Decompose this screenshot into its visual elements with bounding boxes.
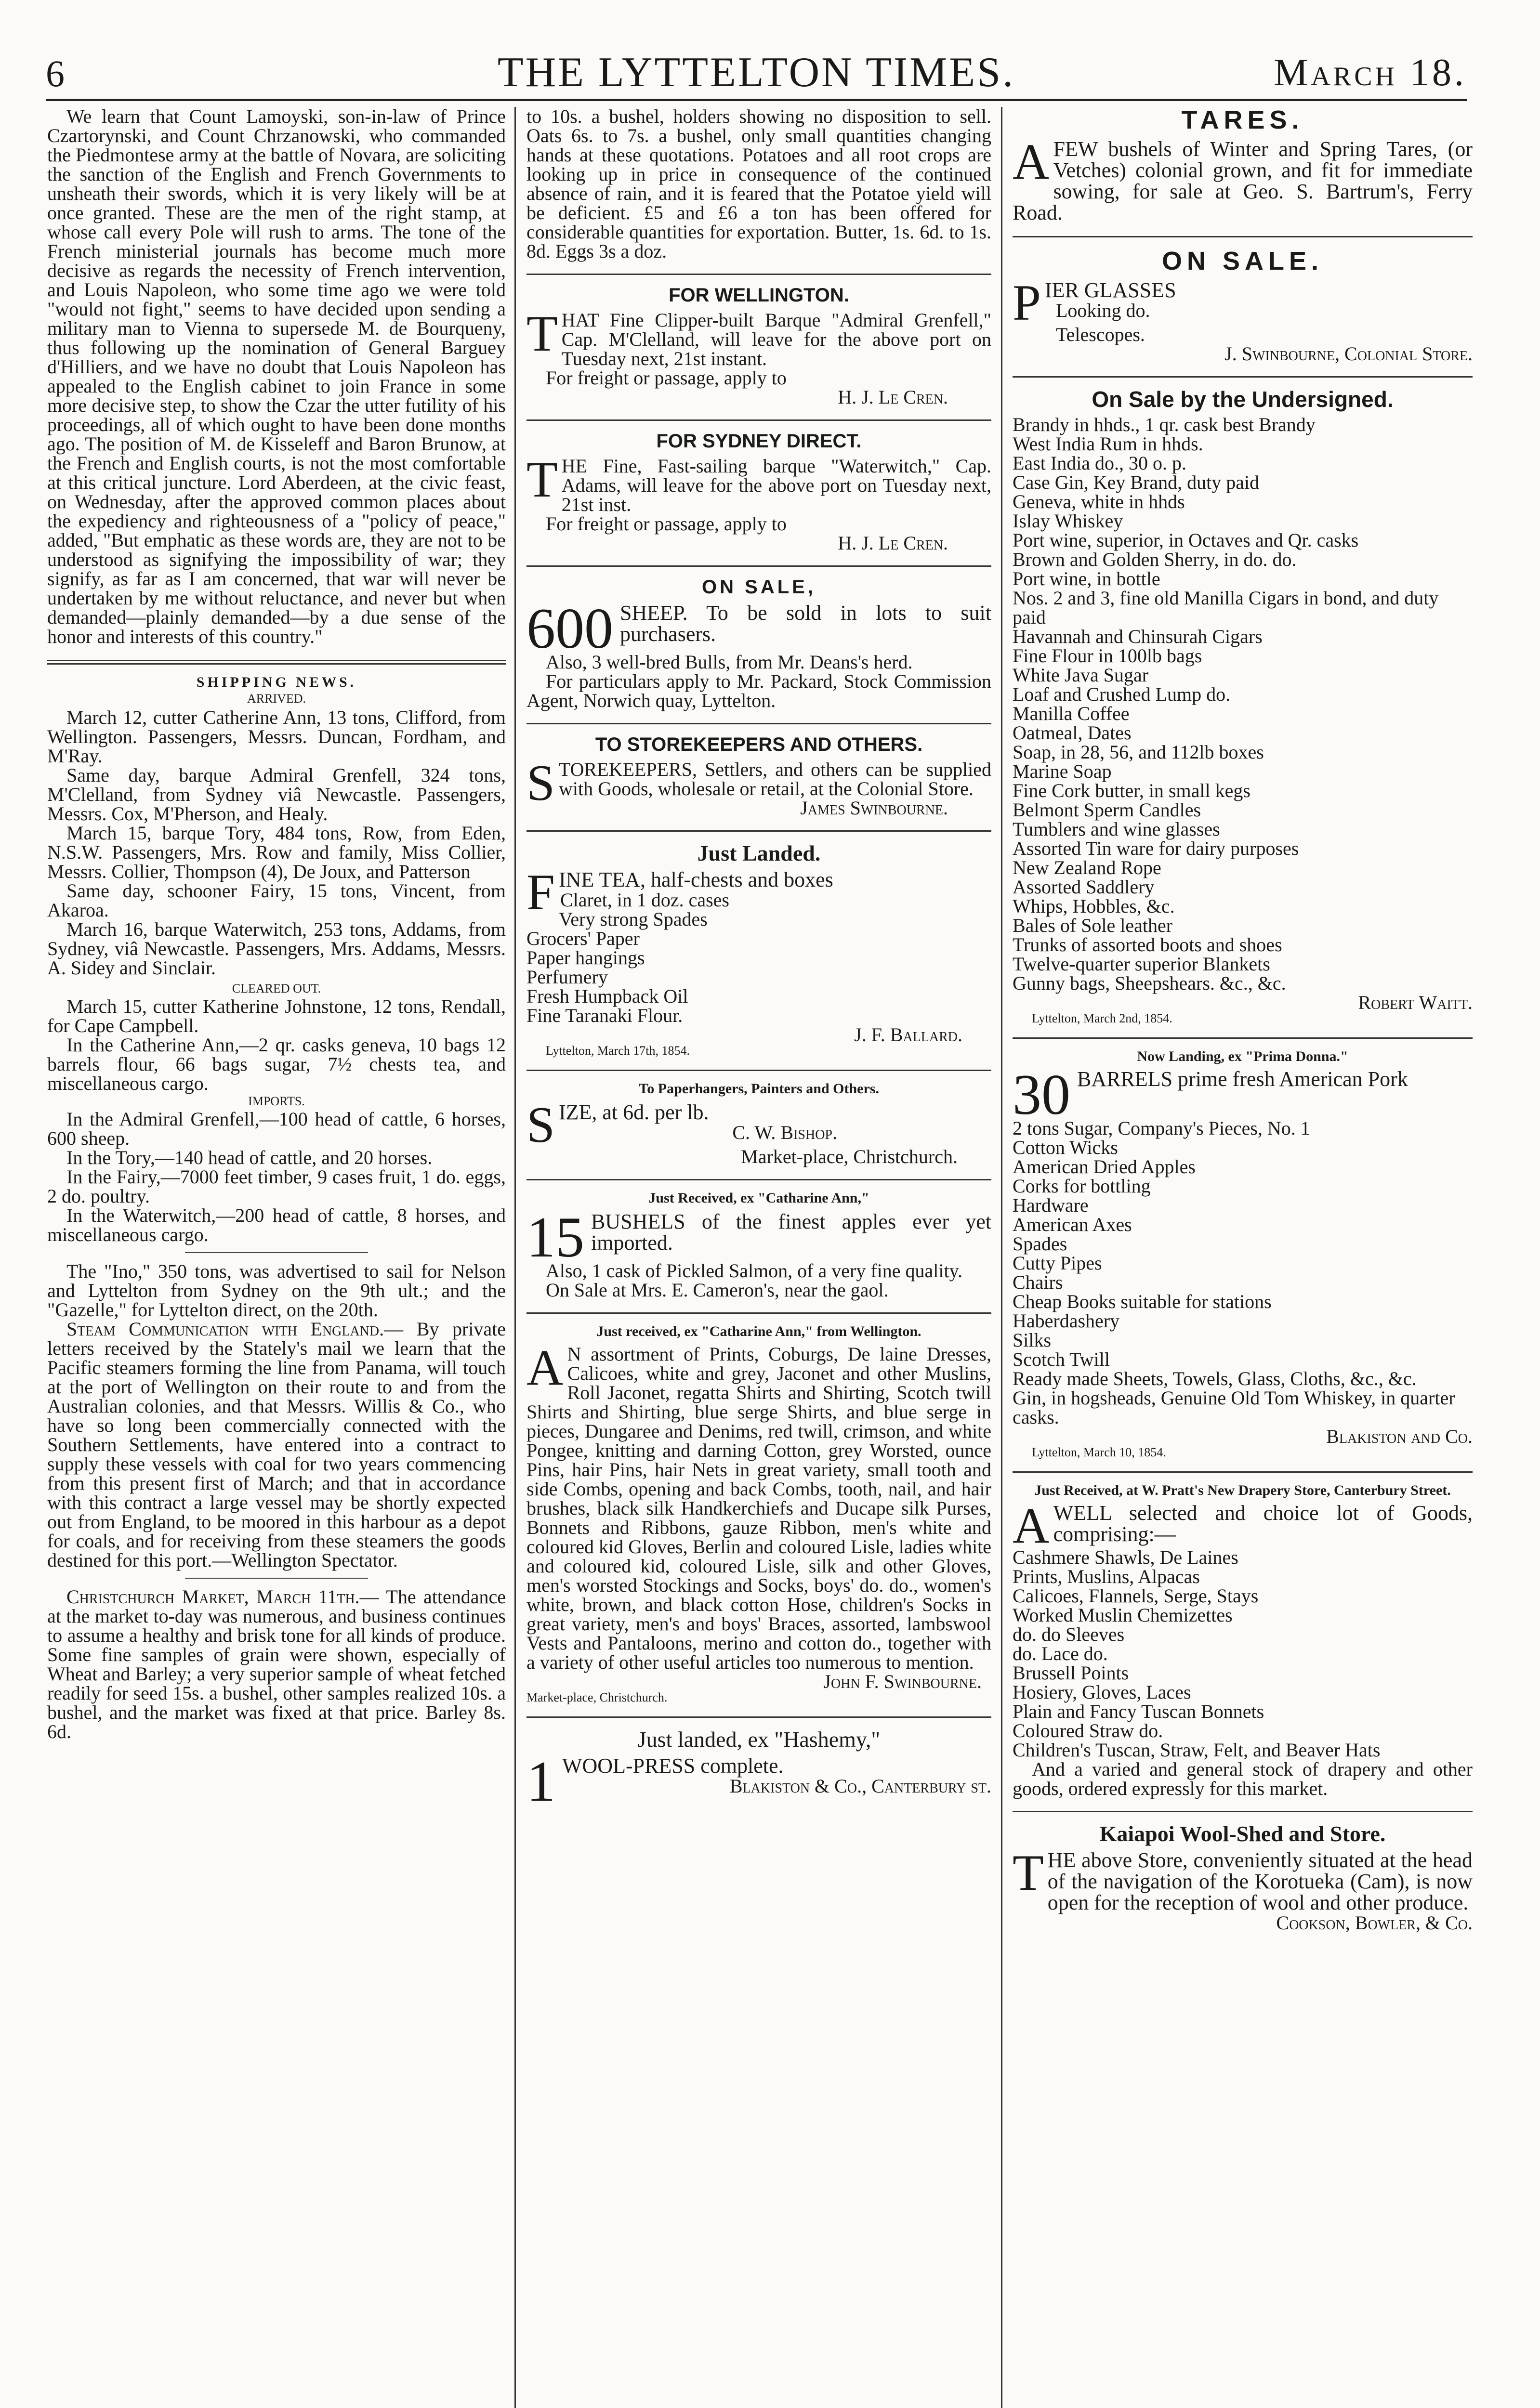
drop-cap: A [526, 1339, 564, 1396]
shipping-entry: Same day, schooner Fairy, 15 tons, Vincent, from Akaroa. [47, 880, 506, 921]
section-divider [1013, 1037, 1473, 1039]
list-item: Port wine, in bottle [1013, 568, 1160, 589]
market-heading: Christchurch Market, March 11th.— [66, 1586, 379, 1608]
list-item: Nos. 2 and 3, fine old Manilla Cigars in bond, and duty paid [1013, 587, 1439, 628]
header-rule [46, 99, 1467, 101]
list-item: Manilla Coffee [1013, 703, 1130, 724]
wellington-signature: H. J. Le Cren. [838, 386, 948, 408]
masthead-title: THE LYTTELTON TIMES. [497, 49, 1015, 96]
steam-heading: Steam Communication with England.— [66, 1318, 404, 1340]
ino-notice: The "Ino," 350 tons, was advertised to sail for Nelson and Lyttelton from Sydney on the 9th ult.; and the "Gazelle," for Lyttelton direct, on the 20th. [47, 1260, 506, 1321]
list-item: American Axes [1013, 1214, 1132, 1235]
wool-number: 1 [526, 1749, 555, 1813]
column-rule-2 [1001, 107, 1002, 2408]
list-item: Loaf and Crushed Lump do. [1013, 683, 1231, 705]
wool-signature: Blakiston & Co., Canterbury st. [729, 1775, 991, 1797]
section-divider [1013, 1811, 1473, 1812]
prints-text: N assortment of Prints, Coburgs, De laine Dresses, Calicoes, white and grey, Jaconet and other Muslins, Roll Jaconet, regatta Shirts and Shirting, Scotch twill Shirts and Shirting, blue serge Shirts, and blue serge in pieces, Dungaree and Denims, red twill, crimson, and white Pongee, knitting and darning Cotton, grey Worsted, ounce Pins, hair Pins, hair Nets in great variety, small tooth and side Combs, opening and back Combs, tooth, nail, and hair brushes, black silk Handkerchiefs and Ducape silk Purses, Bonnets and Ribbons, gauze Ribbon, men's white and coloured kid Gloves, Berlin and coloured Lisle, ladies white and coloured kid, coloured Lisle, silk and other Gloves, men's worsted Stockings and Socks, boys' do. do., women's white, brown, and black cotton Hose, children's Socks in great variety, men's and boys' Braces, assorted, lambswool Vests and Pantaloons, merino and cotton do., together with a variety of other useful articles too numerous to mention. [526, 1343, 991, 1673]
apples-number: 15 [526, 1205, 584, 1269]
list-item: Corks for bottling [1013, 1175, 1151, 1197]
drop-cap: S [526, 1097, 555, 1153]
landed-item: Paper hangings [526, 947, 645, 968]
list-item: Ready made Sheets, Towels, Glass, Cloths, &c., &c. [1013, 1368, 1417, 1389]
apples-title: Just Received, ex "Catharine Ann," [648, 1190, 869, 1206]
page-number: 6 [46, 52, 65, 94]
section-divider [526, 830, 991, 832]
on-sale-title: ON SALE, [702, 576, 816, 598]
list-item: Assorted Saddlery [1013, 876, 1155, 898]
steam-text: By private letters received by the Stately's mail we learn that the Pacific steamers forming the line from Panama, will touch at the port of Wellington on their route to and from the Australian colonies, and that Messrs. Willis & Co., who have so long been commercially connected with the Southern Settlements, have entered into a contract to supply these vessels with coal for two years commencing from this present first of March; and that in accordance with this contract a large vessel may be shortly expected out from England, to be moored in this harbour as a depot for coals, and for receiving from these steamers the goods destined for this port.—Wellington Spectator. [47, 1318, 506, 1571]
sheep-number: 600 [526, 596, 613, 660]
list-item: Scotch Twill [1013, 1348, 1110, 1370]
tares-title: TARES. [1181, 105, 1304, 134]
list-item: White Java Sugar [1013, 664, 1149, 686]
section-divider [526, 1716, 991, 1718]
section-divider [526, 723, 991, 724]
list-item: Hardware [1013, 1194, 1089, 1216]
column-rule-1 [514, 107, 516, 2408]
list-item: Port wine, superior, in Octaves and Qr. casks [1013, 529, 1359, 551]
list-item: Cashmere Shawls, De Laines [1013, 1546, 1238, 1568]
undersigned-title: On Sale by the Undersigned. [1092, 387, 1394, 412]
list-item: East India do., 30 o. p. [1013, 452, 1187, 474]
section-divider [526, 419, 991, 421]
pier-glasses-text: IER GLASSES [1044, 278, 1176, 302]
list-item: Trunks of assorted boots and shoes [1013, 934, 1282, 955]
landed-item: Very strong Spades [558, 908, 708, 930]
list-item: Silks [1013, 1329, 1052, 1351]
shipping-entry: In the Fairy,—7000 feet timber, 9 cases fruit, 1 do. eggs, 2 do. poultry. [47, 1166, 506, 1207]
paperhangers-title: To Paperhangers, Painters and Others. [639, 1081, 879, 1097]
editorial-text: We learn that Count Lamoyski, son-in-law of Prince Czartorynski, and Count Chrzanowski, who commanded the Piedmontese army at the battle of Novara, are soliciting the sanction of the English and French Governments to unsheath their swords, which it is very likely will be at once granted. These are the men of the right stamp, at whose call every Pole will rush to arms. The tone of the French ministerial journals has become much more decisive as regards the necessity of French intervention, and Louis Napoleon, who some time ago we were told "would not fight," seems to have decided upon sending a military man to Vienna to supersede M. de Bourqueny, thus following up the nomination of General Barguey d'Hilliers, and we have no doubt that Louis Napoleon has appealed to the English cabinet to join France in some more decisive step, to show the Czar the utter futility of his proceedings, all of which ought to have been done months ago. The position of M. de Kisseleff and Baron Brunow, at the French and English courts, is not the most comfortable at this critical juncture. Lord Aberdeen, at the civic feast, on Wednesday, after the approved common places about the expediency and righteousness of a "policy of peace," added, "But emphatic as these words are, they are not to be understood as signifying the impossibility of war; they signify, as far as I am concerned, that war will never be undertaken by me without reluctance, and never but when demanded—plainly demanded—by a due sense of the honor and interests of this country." [47, 105, 506, 647]
prima-date: Lyttelton, March 10, 1854. [1032, 1445, 1166, 1459]
shipping-entry: March 15, barque Tory, 484 tons, Row, from Eden, N.S.W. Passengers, Mrs. Row and family, Miss Collier, Messrs. Collier, Thompson (4), De Joux, and Patterson [47, 822, 506, 882]
list-item: do. Lace do. [1013, 1643, 1108, 1664]
section-divider [526, 274, 991, 275]
list-item: Geneva, white in hhds [1013, 491, 1185, 512]
prima-signature: Blakiston and Co. [1326, 1426, 1473, 1447]
list-item: Spades [1013, 1233, 1067, 1255]
prints-place: Market-place, Christchurch. [526, 1690, 668, 1704]
list-item: Twelve-quarter superior Blankets [1013, 953, 1270, 975]
drop-cap: T [1013, 1845, 1044, 1901]
hashemy-title: Just landed, ex "Hashemy," [637, 1727, 881, 1752]
shipping-entry: Same day, barque Admiral Grenfell, 324 tons, M'Clelland, from Sydney viâ Newcastle. Passengers, Messrs. Cox, M'Pherson, and Healy. [47, 764, 506, 824]
arrived-label: ARRIVED. [247, 692, 306, 706]
undersigned-date: Lyttelton, March 2nd, 1854. [1032, 1011, 1172, 1025]
cameron-text: On Sale at Mrs. E. Cameron's, near the gaol. [546, 1279, 889, 1301]
list-item: Fine Flour in 100lb bags [1013, 645, 1202, 667]
imports-label: IMPORTS. [248, 1094, 305, 1108]
shipping-entry: March 12, cutter Catherine Ann, 13 tons, Clifford, from Wellington. Passengers, Messrs. Duncan, Fordham, and M'Ray. [47, 707, 506, 767]
prima-donna-title: Now Landing, ex "Prima Donna." [1137, 1048, 1348, 1064]
pier-item: Looking do. [1056, 300, 1150, 321]
landed-item: Fine Taranaki Flour. [526, 1005, 683, 1026]
prints-title: Just received, ex "Catharine Ann," from Wellington. [596, 1323, 921, 1339]
section-divider [47, 660, 506, 665]
on-sale-title: ON SALE. [1161, 247, 1324, 275]
list-item: Assorted Tin ware for dairy purposes [1013, 838, 1299, 859]
short-rule [185, 1252, 369, 1253]
size-signature: C. W. Bishop. [732, 1122, 837, 1143]
undersigned-list [1013, 415, 1473, 993]
list-item: Prints, Muslins, Alpacas [1013, 1566, 1200, 1587]
list-item: Chairs [1013, 1271, 1063, 1293]
sydney-freight: For freight or passage, apply to [546, 513, 787, 535]
list-item: Gunny bags, Sheepshears. &c., &c. [1013, 972, 1286, 994]
section-divider [1013, 236, 1473, 237]
shipping-entry: In the Waterwitch,—200 head of cattle, 8 horses, and miscellaneous cargo. [47, 1204, 506, 1245]
list-item: Belmont Sperm Candles [1013, 799, 1201, 821]
pratt-list [1013, 1548, 1473, 1760]
drop-cap: T [526, 305, 558, 362]
list-item: New Zealand Rope [1013, 857, 1161, 878]
list-item: Brown and Golden Sherry, in do. do. [1013, 549, 1297, 570]
shipping-entry: March 16, barque Waterwitch, 253 tons, Addams, from Sydney, viâ Newcastle. Passengers, Mrs. Addams, Messrs. A. Sidey and Sinclair. [47, 918, 506, 979]
sheep-apply: For particulars apply to Mr. Packard, Stock Commission Agent, Norwich quay, Lyttelton. [526, 670, 991, 711]
drop-cap: A [1013, 133, 1050, 190]
section-divider [1013, 1471, 1473, 1473]
column-2 [526, 105, 991, 1813]
landed-signature: J. F. Ballard. [854, 1024, 962, 1046]
list-item: Fine Cork butter, in small kegs [1013, 780, 1250, 801]
section-divider [526, 565, 991, 567]
shipping-news-title: SHIPPING NEWS. [196, 674, 357, 690]
shipping-entry: In the Catherine Ann,—2 qr. casks geneva, 10 bags 12 barrels flour, 66 bags sugar, 7½ chests tea, and miscellaneous cargo. [47, 1034, 506, 1094]
cleared-label: CLEARED OUT. [232, 982, 321, 995]
list-item: Islay Whiskey [1013, 510, 1123, 532]
landed-item: Fresh Humpback Oil [526, 985, 688, 1007]
pratt-text: WELL selected and choice lot of Goods, comprising:— [1053, 1501, 1473, 1546]
wellington-freight: For freight or passage, apply to [546, 367, 787, 389]
list-item: do. do Sleeves [1013, 1623, 1125, 1645]
list-item: Calicoes, Flannels, Serge, Stays [1013, 1585, 1259, 1607]
drop-cap: A [1013, 1497, 1050, 1554]
undersigned-signature: Robert Waitt. [1358, 992, 1473, 1013]
list-item: Cheap Books suitable for stations [1013, 1291, 1272, 1312]
sydney-ad-text: HE Fine, Fast-sailing barque "Waterwitch," Cap. Adams, will leave for the above port on Tuesday next, 21st inst. [561, 455, 991, 515]
list-item: Cutty Pipes [1013, 1252, 1102, 1274]
sydney-signature: H. J. Le Cren. [838, 532, 948, 554]
drop-cap: T [526, 451, 558, 508]
list-item: Soap, in 28, 56, and 112lb boxes [1013, 741, 1264, 763]
landed-item: Grocers' Paper [526, 928, 640, 949]
size-text: IZE, at 6d. per lb. [558, 1100, 709, 1124]
pork-number: 30 [1013, 1062, 1070, 1126]
kaiapoi-signature: Cookson, Bowler, & Co. [1276, 1912, 1473, 1934]
bulls-text: Also, 3 well-bred Bulls, from Mr. Deans's herd. [546, 651, 913, 673]
market-text: The attendance at the market to-day was numerous, and business continues to assume a healthy and brisk tone for all kinds of produce. Some fine samples of grain were shown, especially of Wheat and Barley; a very superior sample of wheat fetched readily for seed 15s. a bushel, other samples realized 10s. a bushel, and the market was fixed at that price. Barley 8s. 6d. [47, 1586, 506, 1742]
pier-signature: J. Swinbourne, Colonial Store. [1224, 343, 1473, 365]
wellington-ad-text: HAT Fine Clipper-built Barque "Admiral Grenfell," Cap. M'Clelland, will leave for the above port on Tuesday next, 21st instant. [561, 309, 991, 369]
storekeepers-title: TO STOREKEEPERS AND OTHERS. [595, 734, 923, 755]
section-divider [526, 1070, 991, 1071]
tea-text: INE TEA, half-chests and boxes [558, 868, 833, 891]
section-divider [526, 1179, 991, 1180]
market-continued: to 10s. a bushel, holders showing no disposition to sell. Oats 6s. to 7s. a bushel, only small quantities changing hands at these quotations. Potatoes and all root crops are looking up in price in consequence of the continued absence of rain, and it is feared that the Potatoe yield will be deficient. £5 and £6 a ton has been offered for considerable quantities for exportation. Butter, 1s. 6d. to 1s. 8d. Eggs 3s a doz. [526, 105, 991, 262]
size-place: Market-place, Christchurch. [741, 1146, 958, 1167]
list-item: Brussell Points [1013, 1662, 1129, 1684]
just-landed-title: Just Landed. [697, 841, 821, 865]
list-item: Gin, in hogsheads, Genuine Old Tom Whiskey, in quarter casks. [1013, 1387, 1455, 1428]
shipping-entry: March 15, cutter Katherine Johnstone, 12 tons, Rendall, for Cape Campbell. [47, 995, 506, 1036]
landed-item: Perfumery [526, 966, 608, 988]
list-item: Plain and Fancy Tuscan Bonnets [1013, 1701, 1264, 1722]
shipping-entry: In the Admiral Grenfell,—100 head of cattle, 6 horses, 600 sheep. [47, 1108, 506, 1149]
list-item: Whips, Hobbles, &c. [1013, 895, 1175, 917]
pier-item: Telescopes. [1056, 324, 1145, 345]
drop-cap: F [526, 864, 555, 920]
issue-date: March 18. [1274, 52, 1467, 94]
sydney-ad-title: FOR SYDNEY DIRECT. [656, 431, 862, 452]
apples-text: BUSHELS of the finest apples ever yet imported. [591, 1210, 991, 1255]
kaiapoi-title: Kaiapoi Wool-Shed and Store. [1099, 1821, 1386, 1846]
list-item: American Dried Apples [1013, 1156, 1196, 1178]
list-item: Tumblers and wine glasses [1013, 818, 1220, 840]
sheep-ad-text: SHEEP. To be sold in lots to suit purchasers. [620, 601, 991, 646]
list-item: Haberdashery [1013, 1310, 1120, 1332]
kaiapoi-text: HE above Store, conveniently situated at the head of the navigation of the Korotueka (Cam), is now open for the reception of wool and other produce. [1047, 1848, 1473, 1914]
pratt-title: Just Received, at W. Pratt's New Drapery Store, Canterbury Street. [1034, 1482, 1451, 1498]
tares-text: FEW bushels of Winter and Spring Tares, (or Vetches) colonial grown, and fit for immediate sowing, for sale at Geo. S. Bartrum's, Ferry Road. [1013, 137, 1473, 224]
storekeepers-text: TOREKEEPERS, Settlers, and others can be supplied with Goods, wholesale or retail, at the Colonial Store. [558, 759, 991, 799]
pork-text: BARRELS prime fresh American Pork [1077, 1067, 1408, 1091]
salmon-text: Also, 1 cask of Pickled Salmon, of a very fine quality. [546, 1260, 962, 1282]
list-item: Case Gin, Key Brand, duty paid [1013, 471, 1260, 493]
drop-cap: P [1013, 275, 1041, 331]
shipping-entry: In the Tory,—140 head of cattle, and 20 horses. [66, 1147, 433, 1168]
drop-cap: S [526, 755, 555, 811]
list-item: Coloured Straw do. [1013, 1720, 1163, 1741]
storekeepers-signature: James Swinbourne. [800, 797, 948, 819]
list-item: Cotton Wicks [1013, 1137, 1118, 1158]
section-divider [526, 1312, 991, 1314]
landed-date: Lyttelton, March 17th, 1854. [546, 1044, 690, 1058]
column-1 [47, 107, 506, 1741]
list-item: West India Rum in hhds. [1013, 433, 1203, 455]
list-item: Children's Tuscan, Straw, Felt, and Beaver Hats [1013, 1739, 1381, 1761]
landed-item: Claret, in 1 doz. cases [560, 889, 729, 911]
pratt-tail: And a varied and general stock of drapery and other goods, ordered expressly for this market. [1013, 1758, 1473, 1799]
list-item: Worked Muslin Chemizettes [1013, 1604, 1233, 1626]
prima-list [1013, 1119, 1473, 1427]
list-item: Bales of Sole leather [1013, 915, 1173, 936]
prints-signature: John F. Swinbourne. [823, 1671, 982, 1692]
wool-text: WOOL-PRESS complete. [562, 1754, 784, 1778]
list-item: Oatmeal, Dates [1013, 722, 1132, 744]
short-rule [185, 1578, 369, 1579]
wellington-ad-title: FOR WELLINGTON. [669, 285, 849, 306]
list-item: Marine Soap [1013, 760, 1112, 782]
section-divider [1013, 376, 1473, 378]
list-item: Havannah and Chinsurah Cigars [1013, 626, 1263, 647]
list-item: Hosiery, Gloves, Laces [1013, 1681, 1191, 1703]
list-item: 2 tons Sugar, Company's Pieces, No. 1 [1013, 1117, 1310, 1139]
list-item: Brandy in hhds., 1 qr. cask best Brandy [1013, 414, 1316, 435]
column-3 [1013, 107, 1473, 1933]
page-header [46, 48, 1467, 101]
